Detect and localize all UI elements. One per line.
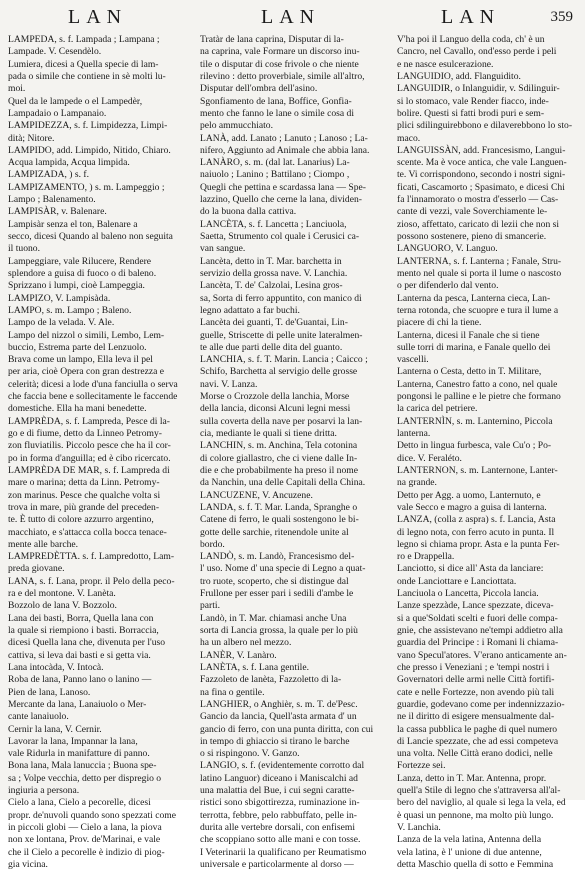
text-line: LANCUZENE, V. Ancuzene. [200, 489, 313, 501]
text-line: Lanciuola o Lancetta, Piccola lancia. [397, 588, 539, 600]
text-line: Lanze spezzàde, Lance spezzate, diceva- [397, 600, 554, 612]
text-line: LANA, s. f. Lana, propr. il Pelo della peco- [8, 575, 175, 587]
running-head-center: LAN [261, 6, 321, 28]
text-column-left [8, 34, 184, 870]
text-line: do la buona dalla cattiva. [200, 206, 297, 218]
text-line: Detto in lingua furbesca, vale Cu'o ; Po- [397, 440, 552, 452]
text-line: non xe lontana, Prov. de'Marinai, e vale [8, 834, 161, 846]
text-line: Lampo del nizzol o simili, Lembo, Lem- [8, 329, 165, 341]
text-line: Gancio da lancia, Quell'asta armata d' un [200, 711, 357, 723]
text-line: il tuono. [8, 243, 40, 255]
text-line: te. Vi corrispondono, secondo i nostri signi- [397, 169, 566, 181]
page-header [0, 6, 585, 32]
text-line: bolire. Questi si fatti brodi puri e sem- [397, 107, 545, 119]
text-line: V. Lanchia. [397, 822, 441, 833]
text-line: scente. Ma è voce antica, che vale Languen- [397, 157, 567, 169]
text-line: LANCHIN, s. m. Anchina, Tela cotonina [200, 440, 358, 452]
text-line: detta Maschio quella di sotto e Femmina [397, 858, 554, 870]
text-line: LANTERNÌN, s. m. Lanternino, Piccola [397, 415, 553, 427]
text-line: Lanza de la vela latina, Antenna della [397, 834, 542, 846]
text-line: tile o disputar di cose frivole o che niente [200, 58, 359, 70]
text-line: dità; Nitore. [8, 132, 55, 144]
text-line: Quel da le lampede o el Lampedèr, [8, 95, 143, 107]
text-line: guardie, godevano come per indennizzazio- [397, 698, 565, 710]
text-line: sulla coverta della nave per posarvi la lan- [200, 415, 363, 427]
text-line: LANCHIA, s. f. T. Marin. Lancia ; Caicco ; [200, 354, 368, 366]
text-line: o per difenderlo dal vento. [397, 280, 499, 292]
text-line: ra e del montone. V. Lanèta. [8, 588, 116, 600]
text-line: Lanterna o Cesta, detto in T. Militare, [397, 366, 542, 378]
text-line: Cielo a lana, Cielo a pecorelle, dicesi [8, 797, 151, 809]
text-line: per aria, cioè Opera con gran destrezza e [8, 366, 165, 378]
text-line: gia vicina. [8, 858, 48, 870]
text-line: pongonsi le palline e le pietre che formano [397, 391, 561, 403]
text-line: ha un albero nel mezzo. [200, 637, 292, 649]
text-line: una volta. Nelle Città erano dodici, nelle [397, 748, 553, 760]
text-line: Mercante da lana, Lanaiuolo o Mer- [8, 698, 147, 710]
text-line: guardia del Principe : i Romani li chiama- [397, 637, 559, 649]
text-line: LAMPIZADA, ) s. f. [8, 169, 90, 181]
text-line: pada o simile che contiene in sè molti lu- [8, 70, 166, 82]
text-line: vale Ridurla in manifatture di panno. [8, 748, 150, 760]
text-line: Pien de lana, Lanoso. [8, 686, 91, 698]
text-line: Brava come un lampo, Ella leva il pel [8, 354, 153, 366]
text-line: Lanterna, Canestro fatto a cono, nel quale [397, 378, 558, 390]
text-line: Sprizzano i lumpi, cioè Lampeggia. [8, 280, 145, 292]
text-line: na grande. [397, 477, 437, 489]
text-line: Morse o Crozzole della lanchia, Morse [200, 391, 350, 403]
text-line: LANÀRO, s. m. (dal lat. Lanarius) La- [200, 157, 350, 169]
text-line: che scoppiano sotto alle mani e con tosse. [200, 834, 361, 846]
text-line: legno adattato a far buchi. [200, 304, 300, 316]
text-line: la cassa pubblica le paghe di quel numero [397, 723, 558, 735]
text-line: LANÈR, V. Lanàro. [200, 649, 277, 661]
text-line: LANCÈTA, s. f. Lancetta ; Lanciuola, [200, 218, 347, 230]
running-head-right: LAN [441, 6, 501, 28]
text-line: e ne nasce esulcerazione. [397, 58, 494, 70]
text-line: Lumiera, dicesi a Quella specie di lam- [8, 58, 159, 70]
text-line: piacere di chi la tiene. [397, 317, 482, 329]
text-line: da Nanchin, una delle Capitali della China. [200, 477, 366, 489]
text-line: Acqua lampida, Acqua limpida. [8, 157, 130, 169]
text-line: plici sdilinguirebbono e dilaverebbono lo sto- [397, 120, 573, 132]
text-line: LANDÒ, s. m. Landò, Francesismo del- [200, 551, 355, 563]
text-line: splendore a guisa di fuoco o di baleno. [8, 267, 157, 279]
text-line: mare o marina; detta da Linn. Petromy- [8, 477, 160, 489]
text-line: LAMPIZAMENTO, ) s. m. Lampeggio ; [8, 181, 165, 193]
text-line: sulle torri di marina, e Fanale quello dei [397, 341, 551, 353]
text-line: sa, Sorta di ferro appuntito, con manico di [200, 292, 362, 304]
text-line: LANGUORO, V. Languo. [397, 243, 498, 255]
text-line: durita alle vertebre dorsali, con enfisemi [200, 822, 356, 833]
text-line: moi. [8, 83, 26, 95]
text-line: celerità; dicesi a lode d'una fanciulla o serva [8, 378, 178, 390]
text-line: Cernir la lana, V. Cernir. [8, 723, 102, 735]
text-line: cate e nelle Fortezze, non avendo più tali [397, 686, 555, 698]
text-line: buccio, Estrema parte del Lenzuolo. [8, 341, 147, 353]
text-line: terna rotonda, che scuopre e tura il lume a [397, 304, 559, 316]
text-line: LANDA, s. f. T. Mar. Landa, Spranghe o [200, 501, 358, 513]
text-line: te alle due parti delle dita del guanto. [200, 341, 343, 353]
text-line: Lana dei basti, Borra, Quella lana con [8, 612, 154, 624]
text-line: maco. [397, 132, 421, 144]
text-line: Fortezze sei. [397, 760, 446, 772]
text-line: Landò, in T. Mar. chiamasi anche Una [200, 612, 347, 624]
text-line: LAMPIZO, V. Lampisàda. [8, 292, 111, 304]
text-line: LAMPRÈDA DE MAR, s. f. Lampreda di [8, 464, 170, 476]
text-line: Lancèta, detto in T. Mar. barchetta in [200, 255, 342, 267]
text-line: cia, mediante le quali si tiene dritta. [200, 428, 337, 439]
text-line: gotte delle sarchie, ritenendole unite al [200, 526, 349, 538]
text-line: una malattia del Bue, i cui segni caratte- [200, 785, 355, 797]
text-line: V'ha poi il Languo della coda, ch' è un [397, 34, 545, 45]
text-line: legno si chiama propr. Asta e la punta Fer- [397, 538, 560, 550]
text-line: vela latina, è l' unione di due antenne, [397, 846, 542, 858]
text-line: van sangue. [200, 243, 246, 255]
text-line: Lancèta, T. de' Calzolai, Lesina gros- [200, 280, 343, 292]
text-line: cattiva, si leva dai basti e si getta via. [8, 649, 151, 661]
text-line: Lanterna, dicesi il Fanale che si tiene [397, 329, 540, 341]
text-line: in tempo di ghiaccio si tirano le barche [200, 735, 350, 747]
text-line: LANGIO, s. f. (evidentemente corrotto dal [200, 760, 365, 772]
text-line: di Lancie spezzate, che ad essi competeva [397, 735, 559, 747]
text-line: LANTERNA, s. f. Lanterna ; Fanale, Stru- [397, 255, 562, 267]
text-line: Frullone per esser pari i sedili d'ambe le [200, 588, 354, 600]
text-line: di legno nota, con ferro acuto in punta. Il [397, 526, 555, 538]
text-line: Catene di ferro, le quali sostengono le bi- [200, 514, 359, 526]
text-line: LAMPIDEZZA, s. f. Limpidezza, Limpi- [8, 120, 168, 132]
text-line: LANGHIER, o Anghièr, s. m. T. de'Pesc. [200, 698, 358, 710]
text-line: LANÈTA, s. f. Lana gentile. [200, 661, 309, 673]
text-line: che faccia bene e sollecitamente le faccende [8, 391, 178, 403]
text-line: tro ruote, scoperto, che si distingue dal [200, 575, 349, 587]
text-line: pelo ammucchiato. [200, 120, 273, 132]
text-line: macchiato, e s'attacca colla bocca tenace- [8, 526, 167, 538]
text-line: Lampo de la velada. V. Ale. [8, 317, 115, 329]
text-column-center [200, 34, 378, 870]
text-line: Lanciotto, si dice all' Asta da lanciare: [397, 563, 544, 575]
text-line: Bozzolo de lana V. Bozzolo. [8, 600, 117, 612]
text-line: terrotta, febbre, pelo rabbuffato, pelle in- [200, 809, 357, 821]
text-line: Lana intocàda, V. Intocà. [8, 661, 104, 673]
text-line: gnie, che assistevano ne'tempi addietro alla [397, 625, 563, 636]
text-line: mento nel quale si porta il lume o nascosto [397, 267, 562, 279]
text-line: Governatori delle armi nelle Città fortifi- [397, 674, 555, 686]
text-line: Lampadaio o Lampanaio. [8, 107, 107, 119]
text-line: bero del naviglio, al quale si lega la vela, ed [397, 797, 566, 809]
text-line: possono sostenere, pieno di smancerie. [397, 231, 547, 242]
text-line: trova in mare, più grande del preceden- [8, 501, 160, 513]
text-line: sorta di Lancia grossa, la quale per lo più [200, 625, 358, 636]
text-line: Quegli che pettina e scardassa lana — Spe- [200, 181, 366, 193]
text-line: Bona lana, Mala lanuccia ; Buona spe- [8, 760, 157, 772]
text-line: fa l'innamorato o mostra d'esserlo — Cas- [397, 194, 559, 206]
text-line: Saetta, Strumento col quale i Cerusici ca- [200, 231, 360, 242]
text-line: è quasi un pennone, ma molto più lungo. [397, 809, 554, 821]
text-line: LAMPISÀR, v. Balenare. [8, 206, 107, 218]
text-line: LAMPIDO, add. Limpido, Nitido, Chiaro. [8, 144, 171, 156]
text-line: Sgonfiamento de lana, Boffice, Gonfia- [200, 95, 352, 107]
text-line: LANTERNON, s. m. Lanternone, Lanter- [397, 464, 558, 476]
text-line: rilevino : detto proverbiale, simile all'altro, [200, 70, 365, 82]
text-line: navi. V. Lanza. [200, 378, 258, 390]
text-line: die e che probabilmente ha preso il nome [200, 464, 358, 476]
text-line: LANGUISSÀN, add. Francesismo, Langui- [397, 144, 566, 156]
text-line: po in forma d'anguilla; ed è cibo ricercato. [8, 452, 171, 464]
text-line: vale Secco e magro a guisa di lanterna. [397, 501, 547, 513]
text-line: I Veterinarii la qualificano per Reumatismo [200, 846, 367, 858]
text-line: servizio della grossa nave. V. Lanchia. [200, 267, 348, 279]
text-line: parti. [200, 600, 220, 612]
text-line: LAMPO, s. m. Lampo ; Baleno. [8, 304, 132, 316]
text-line: sa ; Volpe vecchia, detto per dispregio o [8, 772, 162, 784]
text-line: in piccoli globi — Cielo a lana, la piova [8, 822, 162, 833]
text-line: che il Cielo a pecorelle è indizio di piog- [8, 846, 165, 858]
text-line: Lampisàr senza el ton, Balenare a [8, 218, 138, 230]
text-line: che presso i Veneziani ; e 'tempi nostri i [397, 661, 550, 673]
text-line: LANGUIDIR, o Inlanguidir, v. Sdilinguir- [397, 83, 560, 95]
text-line: mento che fanno le lane o simile cosa di [200, 107, 354, 119]
text-line: zioso, affettato, caricato di lezii che non si [397, 218, 560, 230]
text-line: go e di fiume, detto da Linneo Petromy- [8, 428, 162, 439]
text-line: te. È tutto di colore azzurro argentino, [8, 514, 154, 526]
text-line: mente alle barche. [8, 538, 79, 550]
page-number: 359 [550, 9, 573, 25]
text-line: Lanza, detto in T. Mar. Antenna, propr. [397, 772, 547, 784]
text-line: della lancia, diconsi Alcuni legni messi [200, 403, 351, 415]
text-column-right [397, 34, 575, 870]
text-line: cante lanaiuolo. [8, 711, 69, 723]
text-line: gancio di ferro, con una punta diritta, con cui [200, 723, 374, 735]
text-line: ingiuria a persona. [8, 785, 80, 797]
text-line: LAMPRÈDA, s. f. Lampreda, Pesce di la- [8, 415, 170, 427]
text-line: Lancèta dei guanti, T. de'Guantai, Lin- [200, 317, 348, 329]
text-line: ro e Drappella. [397, 551, 455, 563]
text-line: la carica del petriere. [397, 403, 478, 415]
text-line: na caprina, vale Formare un discorso inu- [200, 46, 360, 58]
text-line: ficati, Cascamorto ; Spasimato, e dicesi Chi [397, 181, 565, 193]
text-line: ne il diritto di esigere mensualmente dal- [397, 711, 555, 723]
text-line: Lavorar la lana, Impannar la lana, [8, 735, 138, 747]
text-line: LAMPEDA, s. f. Lampada ; Lampana ; [8, 34, 160, 45]
text-line: Detto per Agg. a uomo, Lanternuto, e [397, 489, 541, 501]
text-line: Lampeggiare, vale Rilucere, Rendere [8, 255, 152, 267]
text-line: dice. V. Feraléto. [397, 452, 462, 464]
text-line: universale e particolarmente al dorso — [200, 858, 354, 870]
text-line: preda giovane. [8, 563, 65, 575]
running-head-left: LAN [68, 6, 128, 28]
text-line: si a que'Soldati scelti e fuori delle compa- [397, 612, 558, 624]
text-line: guelle, Striscette di pelle unite lateralmen- [200, 329, 363, 341]
text-line: zon fluviatilis. Piccolo pesce che ha il cor- [8, 440, 171, 452]
text-line: LANÀ, add. Lanato ; Lanuto ; Lanoso ; La- [200, 132, 368, 144]
text-line: dicesi Quella lana che, divenuta per l'uso [8, 637, 166, 649]
text-line: Lanterna da pesca, Lanterna cieca, Lan- [397, 292, 551, 304]
text-line: Disputar dell'ombra dell'asino. [200, 83, 318, 95]
text-line: LANGUIDIO, add. Flanguidito. [397, 70, 521, 82]
text-line: Lampade. V. Cesendèlo. [8, 46, 102, 58]
text-line: Fazzoleto de lanèta, Fazzoletto di la- [200, 674, 342, 686]
text-line: Cancro, nel Cavallo, ond'esso perde i peli [397, 46, 557, 58]
text-line: cante di vezzi, vale Soverchiamente le- [397, 206, 548, 218]
text-line: Roba de lana, Panno lano o lanino — [8, 674, 152, 686]
text-line: nifero, Aggiunto ad Animale che abbia lana. [200, 144, 370, 156]
text-line: l' uso. Nome d' una specie di Legno a quat- [200, 563, 366, 575]
text-line: o si rispingono. V. Ganzo. [200, 748, 300, 760]
text-line: ristici sono sbigottirezza, ruminazione in- [200, 797, 360, 809]
text-line: di colore giallastro, che ci viene dalle In- [200, 452, 358, 464]
text-line: onde Lanciottare e Lanciottata. [397, 575, 517, 587]
text-line: propr. de'nuvoli quando sono spezzati come [8, 809, 176, 821]
text-line: zon marinus. Pesce che qualche volta si [8, 489, 161, 501]
text-line: vascelli. [397, 354, 429, 366]
text-line: lanterna. [397, 428, 431, 439]
text-line: lazzino, Quello che cerne la lana, dividen- [200, 194, 362, 206]
text-line: latino Languor) diceano i Maniscalchi ad [200, 772, 358, 784]
text-line: LANZA, (colla z aspra) s. f. Lancia, Asta [397, 514, 556, 526]
text-line: si lo stomaco, vale Render fiacco, inde- [397, 95, 549, 107]
text-line: Tratàr de lana caprina, Disputar di la- [200, 34, 344, 45]
text-line: vano Specul'atores. V'erano anticamente an- [397, 649, 567, 661]
text-line: naiuolo ; Lanino ; Battilano ; Ciompo , [200, 169, 350, 181]
text-line: Schifo, Barchetta al servigio delle grosse [200, 366, 358, 378]
text-line: bordo. [200, 538, 225, 550]
text-line: la quale si riempiono i basti. Borraccia, [8, 625, 159, 636]
text-line: secco, dicesi Quando al baleno non seguita [8, 231, 173, 242]
text-line: LAMPREDÈTTA. s. f. Lampredotto, Lam- [8, 551, 175, 563]
text-line: domestiche. Ella ha mani benedette. [8, 403, 147, 415]
text-line: quell'a Stile di legno che s'attraversa all'al- [397, 785, 561, 797]
text-line: Lampo ; Balenamento. [8, 194, 96, 206]
text-line: na fina o gentile. [200, 686, 265, 698]
